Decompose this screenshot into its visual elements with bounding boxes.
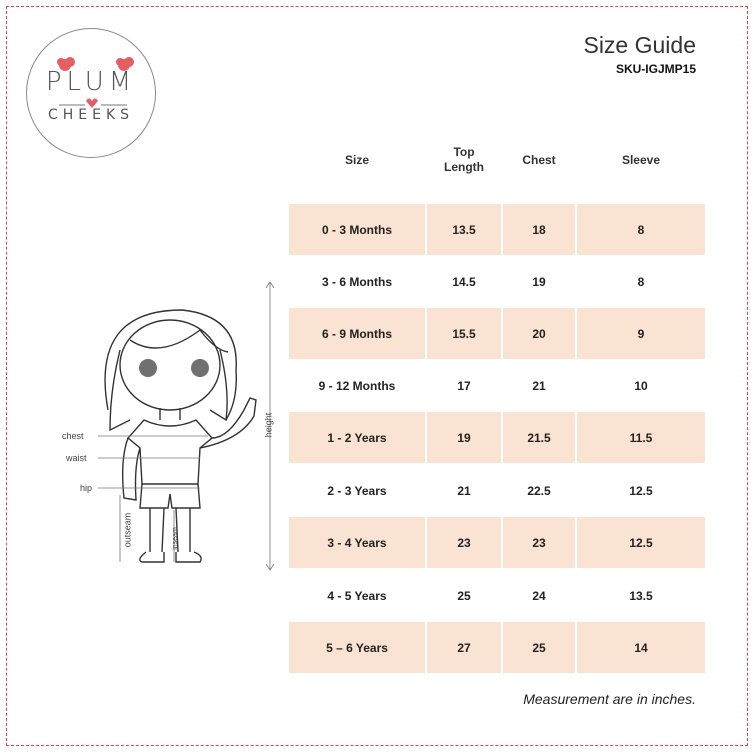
table-row — [289, 360, 705, 411]
cell-top-length: 17 — [457, 378, 471, 393]
table-row — [289, 465, 705, 516]
label-outseam: outseam — [122, 512, 133, 548]
cell-top-length: 13.5 — [427, 204, 501, 255]
page-title: Size Guide — [583, 32, 696, 58]
table-row — [289, 622, 705, 673]
header-top-length: Top Length — [444, 145, 484, 174]
cell-size: 1 - 2 Years — [289, 412, 425, 463]
label-hip: hip — [80, 483, 93, 493]
label-chest: chest — [62, 431, 84, 441]
cell-top-length: 14.5 — [452, 274, 476, 289]
table-row — [289, 204, 705, 255]
header-chest: Chest — [522, 152, 556, 167]
cell-size: 3 - 4 Years — [289, 517, 425, 568]
cell-size: 2 - 3 Years — [327, 483, 387, 498]
cell-chest: 24 — [532, 588, 546, 603]
cell-chest: 23 — [503, 517, 575, 568]
cell-chest: 25 — [503, 622, 575, 673]
cell-sleeve: 14 — [577, 622, 705, 673]
cell-sleeve: 12.5 — [629, 483, 653, 498]
cell-top-length: 21 — [457, 483, 471, 498]
cell-sleeve: 9 — [577, 308, 705, 359]
table-row — [289, 256, 705, 307]
header-size: Size — [344, 152, 369, 167]
table-row — [289, 570, 705, 621]
cell-size: 4 - 5 Years — [327, 588, 387, 603]
table-row — [289, 308, 705, 359]
cell-sleeve: 12.5 — [577, 517, 705, 568]
cell-chest: 19 — [532, 274, 546, 289]
brand-logo — [26, 28, 156, 158]
cell-top-length: 15.5 — [427, 308, 501, 359]
cell-sleeve: 8 — [637, 274, 645, 289]
cell-size: 5 – 6 Years — [289, 622, 425, 673]
sku-code: SKU-IGJMP15 — [615, 62, 696, 76]
cell-chest: 18 — [503, 204, 575, 255]
cell-top-length: 19 — [427, 412, 501, 463]
table-row — [289, 517, 705, 568]
cell-sleeve: 10 — [634, 378, 648, 393]
cell-sleeve: 13.5 — [629, 588, 653, 603]
cell-size: 6 - 9 Months — [289, 308, 425, 359]
logo-brand-top: PLUM — [45, 67, 137, 97]
label-height: height — [263, 412, 274, 438]
cell-size: 0 - 3 Months — [289, 204, 425, 255]
cell-sleeve: 11.5 — [577, 412, 705, 463]
table-row — [289, 412, 705, 463]
cell-chest: 22.5 — [527, 483, 551, 498]
child-measurement-figure — [50, 270, 290, 580]
cell-chest: 20 — [503, 308, 575, 359]
cell-size: 3 - 6 Months — [321, 274, 392, 289]
child-illustration-icon — [50, 270, 290, 580]
cell-chest: 21.5 — [503, 412, 575, 463]
header-sleeve: Sleeve — [621, 152, 661, 167]
cell-size: 9 - 12 Months — [318, 378, 396, 393]
cell-top-length: 27 — [427, 622, 501, 673]
measurement-note: Measurement are in inches. — [523, 691, 696, 707]
label-inseam: inseam — [171, 527, 179, 550]
cell-top-length: 23 — [427, 517, 501, 568]
cell-top-length: 25 — [457, 588, 471, 603]
cell-chest: 21 — [532, 378, 546, 393]
cell-sleeve: 8 — [577, 204, 705, 255]
label-waist: waist — [66, 453, 87, 463]
logo-brand-bottom: CHEEKS — [47, 107, 135, 123]
